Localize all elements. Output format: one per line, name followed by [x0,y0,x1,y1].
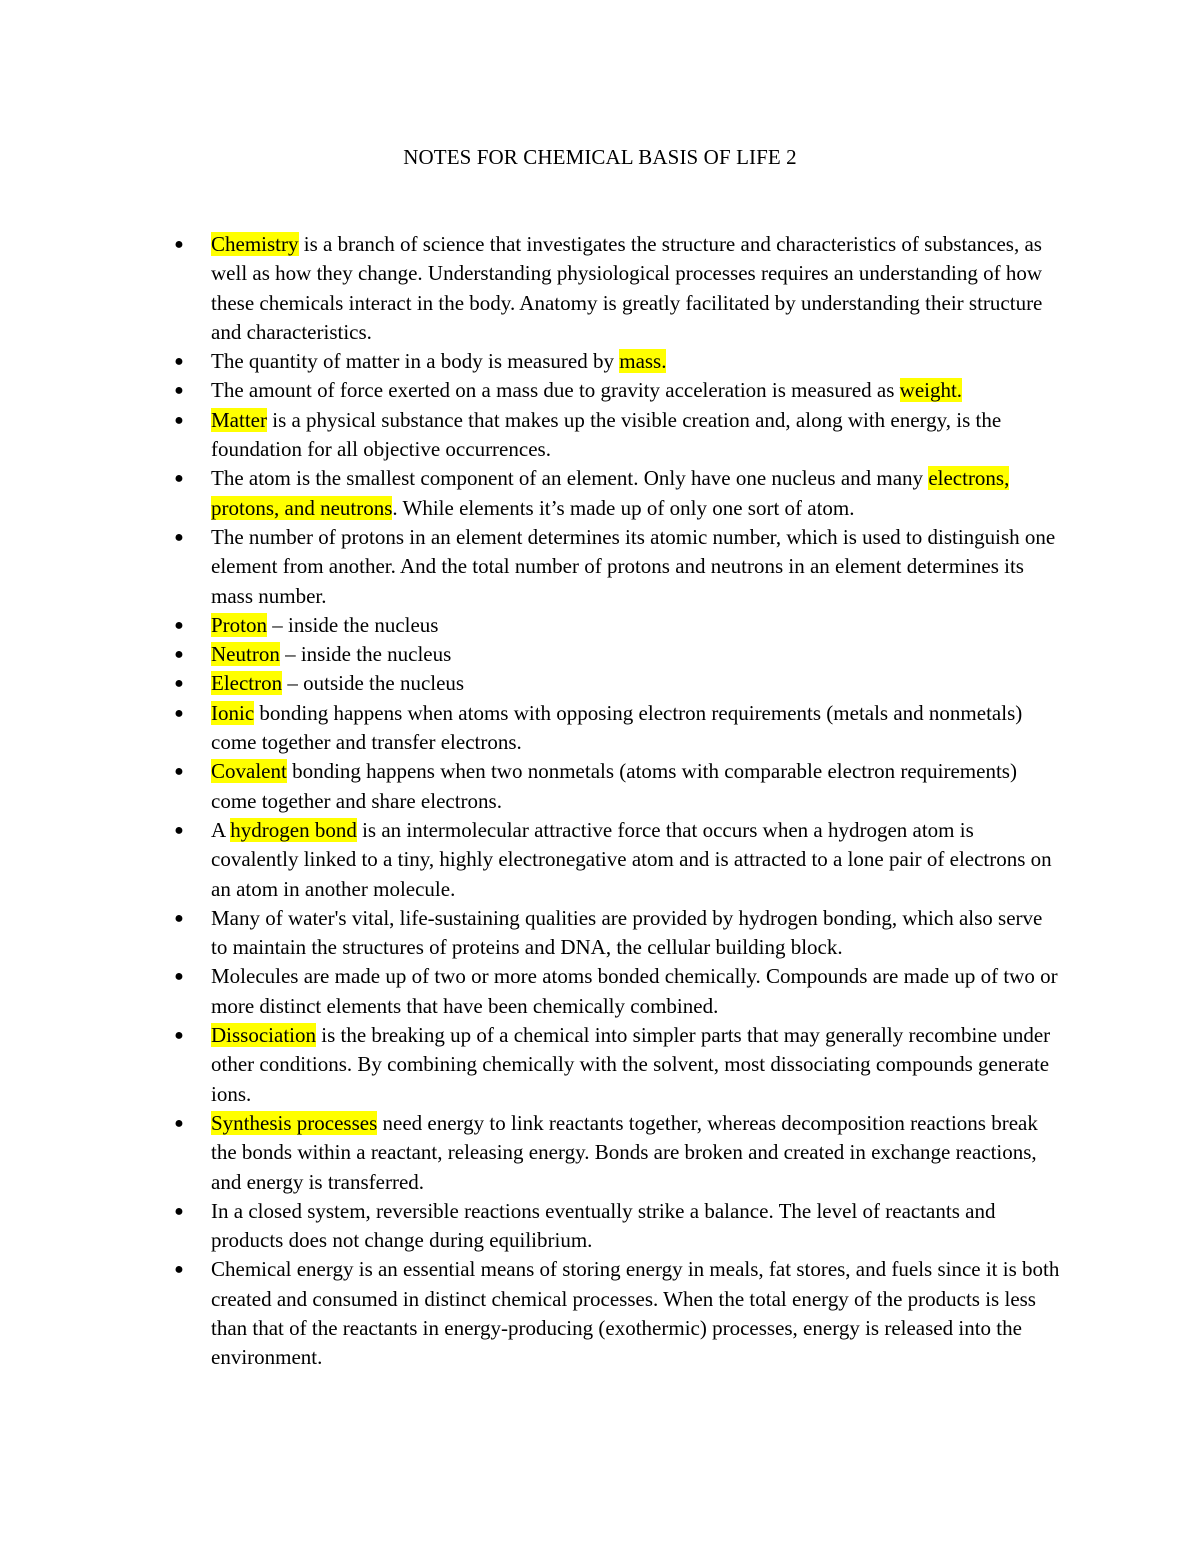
note-text: . While elements it’s made up of only one sort of atom. [392,495,855,520]
bullet-icon: ● [174,1261,184,1279]
note-item [174,757,1063,816]
note-text: bonding happens when two nonmetals (atoms with comparable electron requirements) come together and share electrons. [211,759,1017,813]
bullet-icon: ● [174,528,184,546]
note-item [174,464,1063,523]
highlighted-term: weight. [899,378,963,403]
notes-list [174,230,1063,1373]
note-item [174,904,1063,963]
note-text: is a branch of science that investigates the structure and characteristics of substances, as well as how they change. Understanding physiological processes requires an understanding of how these chemicals interact in the body. Anatomy is greatly facilitated by understanding their structure and characteristics. [211,232,1043,344]
bullet-icon: ● [174,1202,184,1220]
highlighted-term: Ionic [211,700,255,725]
bullet-icon: ● [174,763,184,781]
note-item [174,611,1063,640]
bullet-icon: ● [174,470,184,488]
bullet-icon: ● [174,1027,184,1045]
bullet-icon: ● [174,704,184,722]
note-item [174,376,1063,405]
note-text: A [211,817,231,842]
note-text: The number of protons in an element determines its atomic number, which is used to distinguish one element from another. And the total number of protons and neutrons in an element determines its mass number. [211,524,1056,608]
note-item [174,406,1063,465]
note-text: bonding happens when atoms with opposing electron requirements (metals and nonmetals) come together and transfer electrons. [211,700,1023,755]
note-text: The amount of force exerted on a mass due to gravity acceleration is measured as [211,378,900,403]
bullet-icon: ● [174,909,184,927]
bullet-icon: ● [174,968,184,986]
note-text: The atom is the smallest component of an element. Only have one nucleus and many [211,466,929,491]
note-text: – outside the nucleus [282,671,465,696]
bullet-icon: ● [174,646,184,664]
note-item [174,1197,1063,1256]
highlighted-term: Neutron [211,642,280,667]
document-title: NOTES FOR CHEMICAL BASIS OF LIFE 2 [403,145,797,169]
highlighted-term: Covalent [211,759,287,784]
bullet-icon: ● [174,1114,184,1132]
note-item [174,962,1063,1021]
highlighted-term: Dissociation [211,1023,316,1048]
note-item [174,1109,1063,1197]
highlighted-term: mass. [619,349,667,374]
bullet-icon: ● [174,821,184,839]
note-item [174,699,1063,758]
note-text: is the breaking up of a chemical into simpler parts that may generally recombine under other conditions. By combining chemically with the solvent, most dissociating compounds generate ions. [211,1023,1051,1106]
bullet-icon: ● [174,353,184,371]
note-item [174,640,1063,669]
note-item [174,230,1063,347]
note-text: is an intermolecular attractive force that occurs when a hydrogen atom is covalently linked to a tiny, highly electronegative atom and is attracted to a lone pair of electrons on an atom in another molecule. [211,817,1052,901]
note-text: – inside the nucleus [267,612,439,637]
highlighted-term: Chemistry [211,232,299,256]
bullet-icon: ● [174,382,184,400]
note-item [174,1021,1063,1109]
note-text: Molecules are made up of two or more atoms bonded chemically. Compounds are made up of two or more distinct elements that have been chemically combined. [211,964,1058,1018]
bullet-icon: ● [174,616,184,634]
bullet-icon: ● [174,675,184,693]
highlighted-term: Proton [211,612,268,637]
note-item [174,347,1063,376]
note-item [174,523,1063,611]
highlighted-term: electrons, protons, and neutrons [211,466,1010,520]
highlighted-term: Electron [211,671,283,696]
note-text: The quantity of matter in a body is measured by [211,349,620,374]
highlighted-term: hydrogen bond [230,817,357,842]
note-item [174,816,1063,904]
note-item [174,669,1063,698]
highlighted-term: Synthesis processes [211,1110,378,1135]
note-text: is a physical substance that makes up the visible creation and, along with energy, is the foundation for all objective occurrences. [211,407,1002,462]
note-text: In a closed system, reversible reactions eventually strike a balance. The level of reactants and products does not change during equilibrium. [211,1198,996,1253]
highlighted-term: Matter [211,407,267,432]
note-text: need energy to link reactants together, whereas decomposition reactions break the bonds within a reactant, releasing energy. Bonds are broken and created in exchange reactions, and energy is transferred. [211,1110,1038,1194]
note-text: Many of water's vital, life-sustaining qualities are provided by hydrogen bonding, which also serve to maintain the structures of proteins and DNA, the cellular building block. [211,905,1043,960]
note-text: Chemical energy is an essential means of storing energy in meals, fat stores, and fuels since it is both created and consumed in distinct chemical processes. When the total energy of the products is less than that of the reactants in energy-producing (exothermic) processes, energy is released into the environment. [211,1257,1060,1370]
bullet-icon: ● [174,236,184,253]
bullet-icon: ● [174,411,184,429]
note-item [174,1255,1063,1372]
note-text: – inside the nucleus [279,642,452,667]
